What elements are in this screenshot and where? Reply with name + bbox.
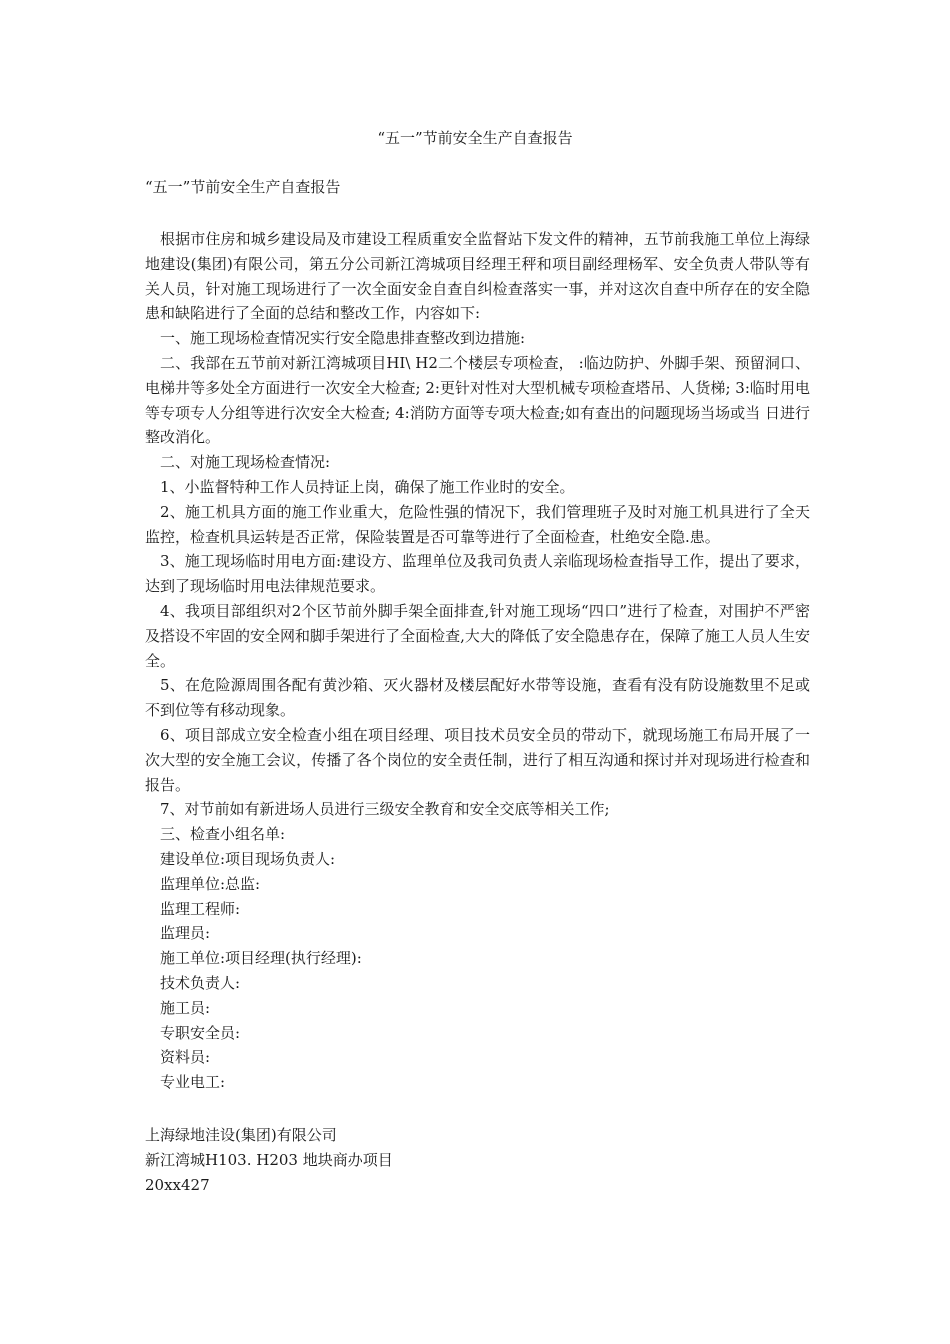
signature-company: 上海绿地洼设(集团)有限公司 (145, 1126, 337, 1144)
signature-block (145, 1123, 393, 1197)
paragraph-item-3: 3、施工现场临时用电方面:建设方、监理单位及我司负责人亲临现场检查指导工作，提出了要求，达到了现场临时用电法律规范要求。 (145, 552, 810, 596)
member-item: 技术负责人: (160, 973, 241, 992)
paragraph-intro: 根据市住房和城乡建设局及市建设工程质重安全监督站下发文件的精神，五节前我施工单位上海绿地建设(集团)有限公司，第五分公司新江湾城项目经理王秤和项目副经理杨军、安全负责人带队等有关人员，针对施工现场进行了一次全面安金自查自纠检查落实一事，并对这次自查中所存在的安全隐患和缺陷进行了全面的总结和整改工作，内容如下: (145, 230, 810, 323)
member-item: 监理员: (160, 924, 211, 943)
paragraph-item-7: 7、对节前如有新进场人员进行三级安全教育和安全交底等相关工作; (160, 800, 610, 819)
paragraph-item-1: 1、小监督特种工作人员持证上岗，确保了施工作业时的安全。 (160, 477, 575, 496)
member-item: 施工员: (160, 998, 211, 1017)
member-item: 专职安全员: (160, 1023, 241, 1042)
member-item: 施工单位:项目经理(执行经理): (160, 949, 362, 968)
paragraph-item-6: 6、项目部成立安全检查小组在项目经理、项目技术员安全员的带动下，就现场施工布局开展了一次大型的安全施工会议，传播了各个岗位的安全责任制，进行了相互沟通和探讨并对现场进行检查和报告。 (145, 725, 810, 794)
document-title: “五一”节前安全生产自查报告 (377, 129, 573, 147)
paragraph-item-4: 4、我项目部组织对2个区节前外脚手架全面排查,针对施工现场“四口”进行了检查，对围护不严密及搭设不牢固的安全网和脚手架进行了全面检查,大大的降低了安全隐患存在，保障了施工人员人生安全。 (145, 601, 810, 670)
signature-date: 20xx427 (145, 1175, 210, 1194)
member-item: 建设单位:项目现场负责人: (160, 849, 336, 868)
document-body (145, 227, 810, 1095)
paragraph-inspection-heading: 二、对施工现场检查情况: (160, 453, 331, 472)
paragraph-item-5: 5、在危险源周围各配有黄沙箱、灭火器材及楼层配好水带等设施，查看有没有防设施数里不足或不到位等有移动现象。 (145, 676, 810, 720)
member-item: 资料员: (160, 1048, 211, 1067)
document-subtitle: “五一”节前安全生产自查报告 (145, 178, 341, 196)
member-item: 监理工程师: (160, 899, 241, 918)
paragraph-section-two: 二、我部在五节前对新江湾城项目HI\ H2二个楼层专项检查， :临边防护、外脚手架、预留洞口、电梯井等多处全方面进行一次安全大检查; 2:更针对性对大型机械专项检查塔吊、人货梯; 3:临时用电等专项专人分组等进行次安全大检查; 4:消防方面等专项大检查;如有查出的问题现场当场或当 日进行整改消化。 (145, 353, 810, 447)
signature-project: 新江湾城H103. H203 地块商办项目 (145, 1150, 393, 1169)
member-item: 专业电工: (160, 1073, 226, 1092)
paragraph-section-one: 一、施工现场检查情况实行安全隐患排查整改到边措施: (160, 329, 526, 348)
member-item: 监理单位:总监: (160, 874, 261, 893)
paragraph-item-2: 2、施工机具方面的施工作业重大，危险性强的情况下，我们管理班子及时对施工机具进行了全天监控，检查机具运转是否正常，保险装置是否可靠等进行了全面检查，杜绝安全隐.患。 (145, 502, 810, 546)
member-list (145, 847, 810, 1095)
paragraph-section-three: 三、检查小组名单: (160, 825, 286, 844)
